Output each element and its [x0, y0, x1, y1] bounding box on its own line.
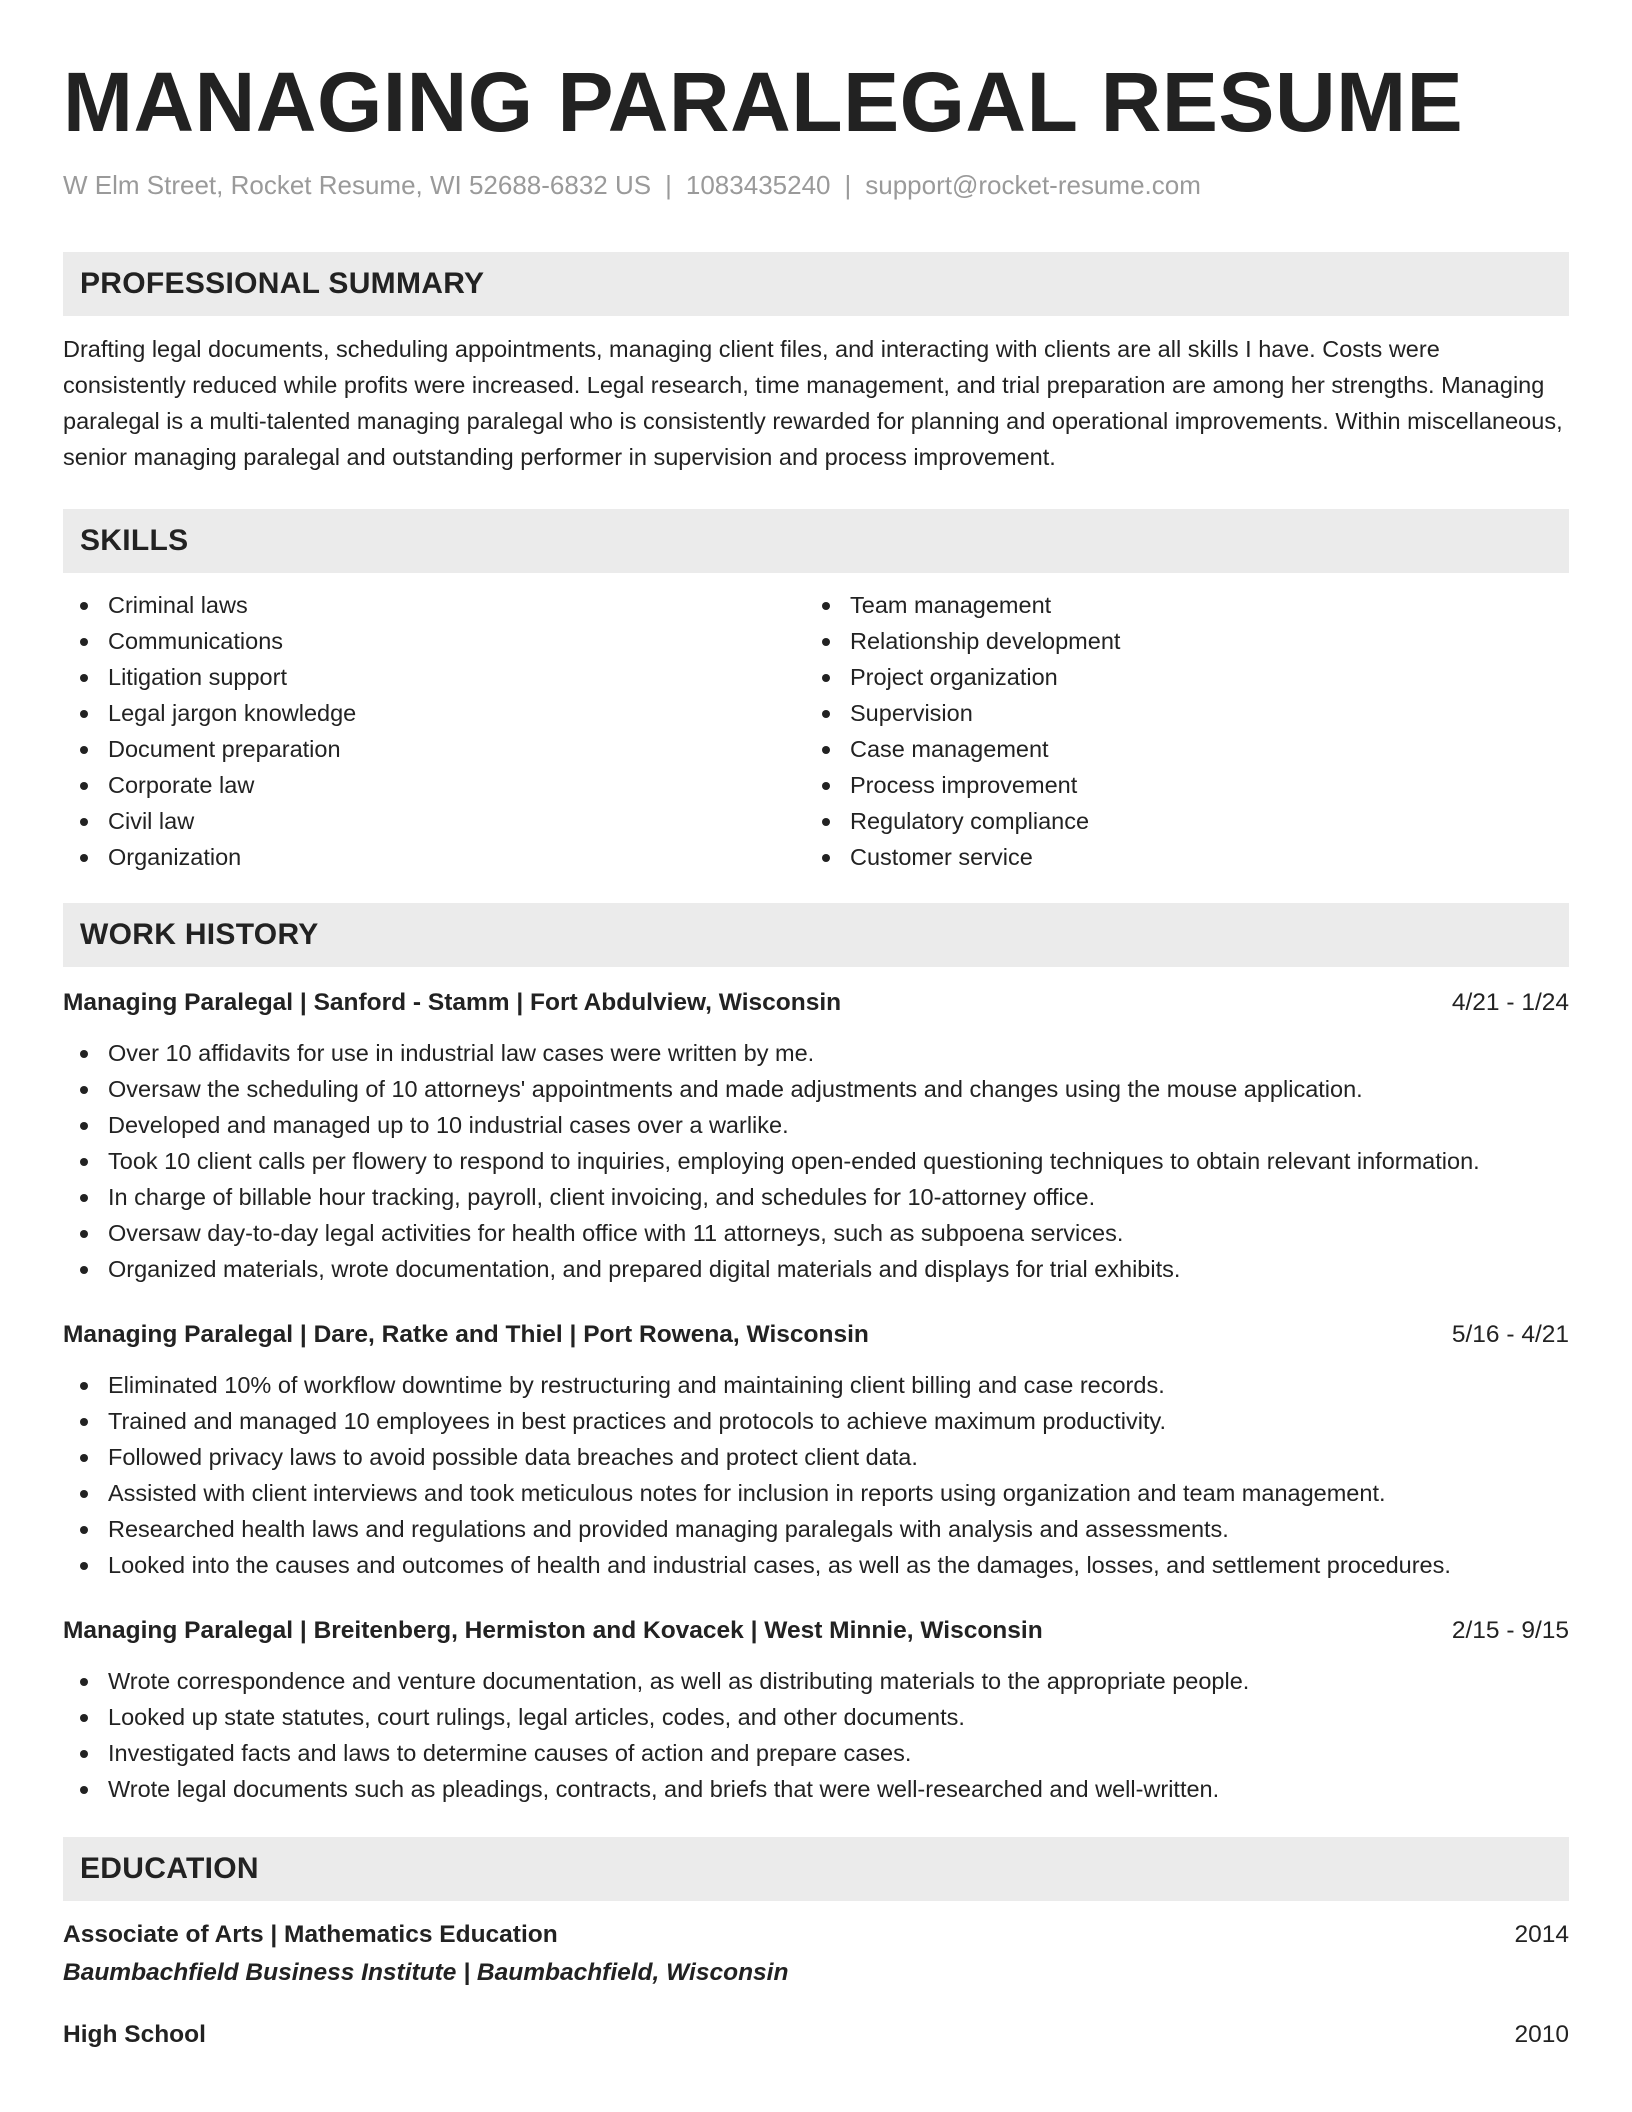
education-header [63, 1917, 1569, 1953]
job-entry [63, 1317, 1569, 1583]
resume-title: MANAGING PARALEGAL RESUME [63, 55, 1464, 149]
skill-item: Criminal laws [63, 587, 805, 623]
skill-item: Case management [805, 731, 1547, 767]
education-year: 2014 [1514, 1921, 1569, 1948]
job-entry [63, 985, 1569, 1287]
job-entry [63, 1613, 1569, 1807]
job-bullet: Assisted with client interviews and took meticulous notes for inclusion in reports using organization and team management. [63, 1475, 1569, 1511]
skill-item: Process improvement [805, 767, 1547, 803]
contact-separator: | [665, 170, 672, 200]
education-year: 2010 [1514, 2021, 1569, 2048]
job-dates: 2/15 - 9/15 [1451, 1617, 1569, 1644]
skill-item: Document preparation [63, 731, 805, 767]
job-bullet: Developed and managed up to 10 industrial cases over a warlike. [63, 1107, 1569, 1143]
contact-email[interactable]: support@rocket-resume.com [865, 170, 1201, 200]
job-bullets [63, 1035, 1569, 1287]
education-heading: EDUCATION [63, 1837, 1569, 1901]
skills-heading: SKILLS [63, 509, 1569, 573]
education-school: Baumbachfield Business Institute | Baumbachfield, Wisconsin [63, 1959, 789, 1986]
skill-item: Relationship development [805, 623, 1547, 659]
education-entry [63, 1917, 1569, 1991]
summary-heading: PROFESSIONAL SUMMARY [63, 252, 1569, 316]
skills-column-right [805, 587, 1547, 875]
skills-column-left [63, 587, 805, 875]
contact-phone: 1083435240 [685, 170, 831, 200]
skill-item: Corporate law [63, 767, 805, 803]
job-bullet: Wrote correspondence and venture documentation, as well as distributing materials to the appropriate people. [63, 1663, 1569, 1699]
skill-item: Communications [63, 623, 805, 659]
skill-item: Regulatory compliance [805, 803, 1547, 839]
job-title: Managing Paralegal | Dare, Ratke and Thiel | Port Rowena, Wisconsin [63, 1321, 869, 1348]
job-bullets [63, 1663, 1569, 1807]
job-header [63, 1317, 1569, 1353]
job-header [63, 985, 1569, 1021]
job-bullet: Investigated facts and laws to determine causes of action and prepare cases. [63, 1735, 1569, 1771]
job-dates: 4/21 - 1/24 [1451, 989, 1569, 1016]
job-bullet: Took 10 client calls per flowery to respond to inquiries, employing open-ended questioning techniques to obtain relevant information. [63, 1143, 1569, 1179]
contact-address: W Elm Street, Rocket Resume, WI 52688-6832 US [63, 170, 652, 200]
skill-item: Organization [63, 839, 805, 875]
job-bullet: Looked into the causes and outcomes of health and industrial cases, as well as the damages, losses, and settlement procedures. [63, 1547, 1569, 1583]
job-bullets [63, 1367, 1569, 1583]
job-bullet: In charge of billable hour tracking, payroll, client invoicing, and schedules for 10-attorney office. [63, 1179, 1569, 1215]
job-bullet: Looked up state statutes, court rulings, legal articles, codes, and other documents. [63, 1699, 1569, 1735]
job-header [63, 1613, 1569, 1649]
job-dates: 5/16 - 4/21 [1451, 1321, 1569, 1348]
skill-item: Litigation support [63, 659, 805, 695]
skill-item: Team management [805, 587, 1547, 623]
job-bullet: Wrote legal documents such as pleadings, contracts, and briefs that were well-researched and well-written. [63, 1771, 1569, 1807]
skill-item: Civil law [63, 803, 805, 839]
contact-separator: | [844, 170, 852, 200]
skill-item: Customer service [805, 839, 1547, 875]
job-bullet: Trained and managed 10 employees in best practices and protocols to achieve maximum productivity. [63, 1403, 1569, 1439]
skills-list [63, 587, 1569, 875]
education-degree: Associate of Arts | Mathematics Education [63, 1921, 558, 1948]
summary-text: Drafting legal documents, scheduling appointments, managing client files, and interacting with clients are all skills I have. Costs were consistently reduced while profits were increased. Legal research, time management, and trial preparation are among her strengths. Managing paralegal is a multi-talented managing paralegal who is consistently rewarded for planning and operational improvements. Within miscellaneous, senior managing paralegal and outstanding performer in supervision and process improvement. [63, 336, 1563, 470]
job-bullet: Eliminated 10% of workflow downtime by restructuring and maintaining client billing and case records. [63, 1367, 1569, 1403]
job-bullet: Followed privacy laws to avoid possible data breaches and protect client data. [63, 1439, 1569, 1475]
skill-item: Supervision [805, 695, 1547, 731]
work-history-heading: WORK HISTORY [63, 903, 1569, 967]
job-bullet: Over 10 affidavits for use in industrial law cases were written by me. [63, 1035, 1569, 1071]
education-header [63, 2017, 1569, 2053]
job-bullet: Organized materials, wrote documentation, and prepared digital materials and displays for trial exhibits. [63, 1251, 1569, 1287]
job-bullet: Oversaw the scheduling of 10 attorneys' appointments and made adjustments and changes using the mouse application. [63, 1071, 1569, 1107]
job-title: Managing Paralegal | Breitenberg, Hermiston and Kovacek | West Minnie, Wisconsin [63, 1617, 1043, 1644]
education-entry [63, 2017, 1569, 2053]
skill-item: Legal jargon knowledge [63, 695, 805, 731]
education-degree: High School [63, 2021, 206, 2048]
job-bullet: Researched health laws and regulations and provided managing paralegals with analysis and assessments. [63, 1511, 1569, 1547]
contact-line [63, 168, 1569, 202]
skill-item: Project organization [805, 659, 1547, 695]
job-bullet: Oversaw day-to-day legal activities for health office with 11 attorneys, such as subpoena services. [63, 1215, 1569, 1251]
job-title: Managing Paralegal | Sanford - Stamm | Fort Abdulview, Wisconsin [63, 989, 842, 1016]
